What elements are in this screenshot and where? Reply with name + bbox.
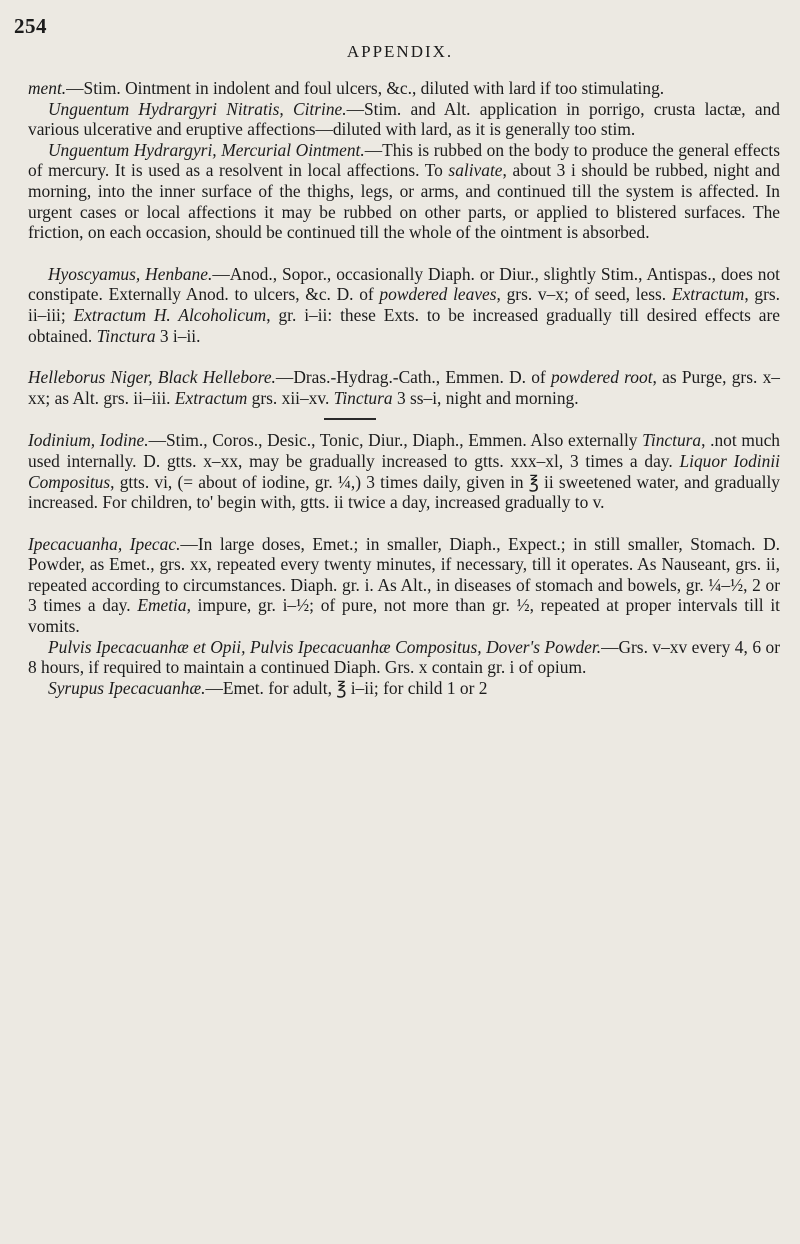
italic-term: Extractum H. Alcoholicum bbox=[73, 304, 267, 325]
italic-term: ment. bbox=[28, 78, 67, 98]
text-run: , gr. i–ii: these Exts. to be increased gradually till desired effects are obtained. bbox=[28, 304, 780, 346]
italic-term: Liquor Iodinii Compositus bbox=[28, 450, 780, 492]
paragraph bbox=[28, 430, 780, 512]
text-run: —Emet. for adult, ℥ i–ii; for child 1 or 2 bbox=[205, 677, 488, 698]
italic-term: Extractum bbox=[174, 387, 248, 408]
text-run: —Stim., Coros., Desic., Tonic, Diur., Diaph., Emmen. Also externally bbox=[148, 430, 643, 451]
italic-term: Ipecacuanha, Ipecac. bbox=[28, 533, 181, 554]
paragraph bbox=[28, 78, 780, 99]
italic-term: Extractum bbox=[671, 284, 745, 305]
text-run: , as Purge, grs. x–xx; as Alt. grs. ii–iii. bbox=[28, 367, 780, 408]
italic-term: Tinctura bbox=[96, 325, 156, 346]
text-run: —Stim. and Alt. application in porrigo, crusta lactæ, and various ulcerative and eruptive affections—diluted with lard, as it is generally too stim. bbox=[28, 98, 781, 140]
text-run: , .not much used internally. D. gtts. x–xx, may be gradually increased to gtts. xxx–xl, 3 times a day. bbox=[28, 430, 781, 471]
italic-term: Unguentum Hydrargyri, Mercurial Ointment. bbox=[48, 139, 365, 160]
text-run: , impure, gr. i–½; of pure, not more than gr. ½, repeated at proper intervals till it vomits. bbox=[28, 595, 781, 637]
text-run: , about 3 i should be rubbed, night and morning, into the inner surface of the thighs, legs, or arms, and continued till the system is affected. In urgent cases or local affections it may be rubbed on other parts, or applied to blistered surfaces. The friction, on each occasion, should be continued till the whole of the ointment is absorbed. bbox=[28, 160, 780, 243]
italic-term: salivate bbox=[448, 160, 503, 181]
paragraph bbox=[28, 99, 780, 140]
italic-term: Emetia bbox=[137, 595, 187, 616]
text-run: —Grs. v–xv every 4, 6 or 8 hours, if required to maintain a continued Diaph. Grs. x contain gr. i of opium. bbox=[28, 636, 780, 678]
running-head: APPENDIX. bbox=[346, 42, 454, 61]
page-body bbox=[28, 78, 780, 698]
text-run: —Anod., Sopor., occasionally Diaph. or Diur., slightly Stim., Antispas., does not constipate. Externally Anod. to ulcers, &c. D. of bbox=[28, 263, 780, 305]
page-number: 254 bbox=[14, 14, 47, 38]
paragraph-gap bbox=[28, 513, 780, 534]
text-run: , gtts. vi, (= about of iodine, gr. ¼,) 3 times daily, given in ℥ ii sweetened water, and gradually increased. For children, to' begin with, gtts. ii twice a day, increased gradually to v. bbox=[28, 471, 780, 513]
paragraph bbox=[28, 637, 780, 678]
text-run: , grs. ii–iii; bbox=[28, 284, 780, 325]
italic-term: powdered leaves bbox=[379, 284, 497, 305]
italic-term: Pulvis Ipecacuanhæ et Opii, Pulvis Ipecacuanhæ Compositus, Dover's Powder. bbox=[48, 636, 602, 657]
italic-term: Tinctura bbox=[333, 387, 393, 408]
text-run: , grs. v–x; of seed, less. bbox=[496, 284, 672, 305]
section-divider bbox=[324, 418, 376, 420]
text-run: 3 ss–i, night and morning. bbox=[392, 387, 579, 408]
text-run: grs. xii–xv. bbox=[247, 387, 334, 408]
text-run: —Stim. Ointment in indolent and foul ulcers, &c., diluted with lard if too stimulating. bbox=[66, 78, 665, 98]
paragraph bbox=[28, 140, 780, 243]
text-run: —Dras.-Hydrag.-Cath., Emmen. D. of bbox=[275, 367, 551, 388]
italic-term: Syrupus Ipecacuanhæ. bbox=[48, 677, 206, 698]
paragraph-gap bbox=[28, 243, 780, 264]
text-run: 3 i–ii. bbox=[155, 325, 201, 346]
text-run: —In large doses, Emet.; in smaller, Diaph., Expect.; in still smaller, Stomach. D. Powder, as Emet., grs. xx, repeated every twenty minutes, if necessary, till it operates. As Nauseant, grs. ii, repeated according to circumstances. Diaph. gr. i. As Alt., in diseases of stomach and bowels, gr. ¼–½, 2 or 3 times a day. bbox=[28, 533, 780, 616]
italic-term: Iodinium, Iodine. bbox=[28, 430, 149, 451]
paragraph bbox=[28, 264, 780, 346]
italic-term: powdered root bbox=[550, 367, 653, 388]
italic-term: Helleborus Niger, Black Hellebore. bbox=[28, 367, 276, 388]
italic-term: Unguentum Hydrargyri Nitratis, Citrine. bbox=[48, 98, 347, 119]
italic-term: Tinctura bbox=[642, 430, 702, 451]
paragraph bbox=[28, 367, 780, 408]
paragraph bbox=[28, 534, 780, 637]
paragraph-gap bbox=[28, 346, 780, 367]
text-run: —This is rubbed on the body to produce the general effects of mercury. It is used as a resolvent in local affections. To bbox=[28, 139, 781, 181]
paragraph bbox=[28, 678, 780, 699]
italic-term: Hyoscyamus, Henbane. bbox=[48, 263, 213, 284]
